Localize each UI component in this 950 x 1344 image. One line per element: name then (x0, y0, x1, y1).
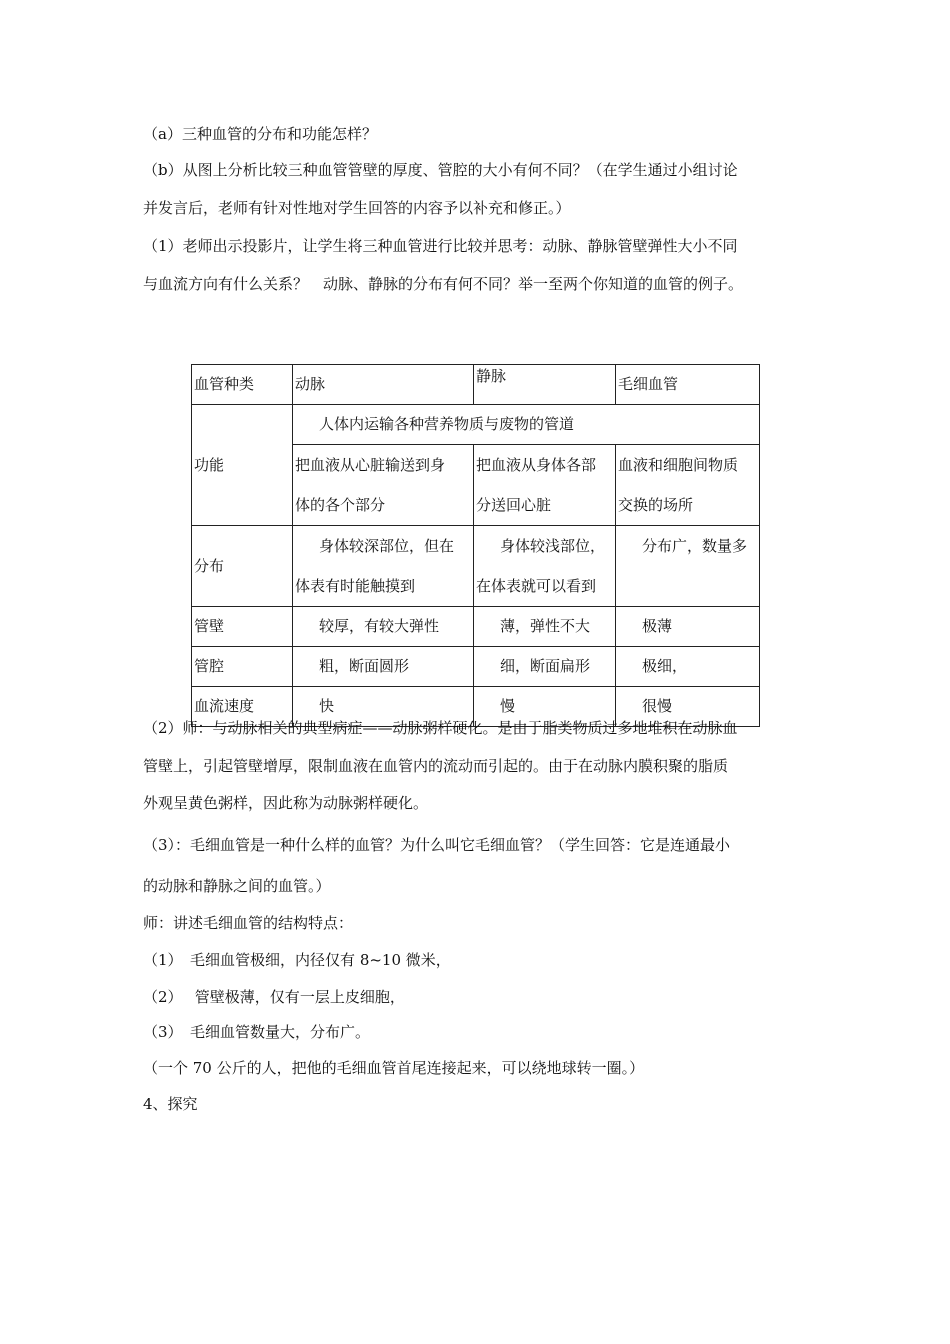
line-b2: 并发言后，老师有针对性地对学生回答的内容予以补充和修正。） (143, 199, 571, 217)
table-row-lumen (192, 647, 760, 687)
lumen-label: 管腔 (192, 647, 293, 687)
function-common: 人体内运输各种营养物质与废物的管道 (293, 405, 760, 445)
lumen-artery: 粗，断面圆形 (293, 647, 474, 687)
function-artery: 把血液从心脏输送到身 体的各个部分 (293, 445, 474, 526)
wall-vein: 薄，弹性不大 (474, 607, 616, 647)
lumen-vein: 细，断面扁形 (474, 647, 616, 687)
blood-vessel-table (191, 364, 760, 727)
line-item2: （2） 管壁极薄，仅有一层上皮细胞， (143, 988, 405, 1006)
line-p1-2: 与血流方向有什么关系？ 动脉、静脉的分布有何不同？举一至两个你知道的血管的例子。 (143, 275, 744, 293)
header-type: 血管种类 (192, 365, 293, 405)
distribution-artery: 身体较深部位，但在 体表有时能触摸到 (293, 526, 474, 607)
table-row-distribution (192, 526, 760, 607)
wall-capillary: 极薄 (616, 607, 760, 647)
wall-artery: 较厚，有较大弹性 (293, 607, 474, 647)
function-capillary: 血液和细胞间物质 交换的场所 (616, 445, 760, 526)
function-label: 功能 (192, 405, 293, 526)
line-p2-1: （2）师：与动脉相关的典型病症——动脉粥样硬化。是由于脂类物质过多地堆积在动脉血 (143, 719, 738, 737)
table-header-row (192, 365, 760, 405)
header-artery: 动脉 (293, 365, 474, 405)
line-a: （a）三种血管的分布和功能怎样？ (143, 125, 377, 143)
line-p3-1: （3）：毛细血管是一种什么样的血管？为什么叫它毛细血管？（学生回答：它是连通最小 (143, 836, 731, 854)
line-p3-2: 的动脉和静脉之间的血管。） (143, 877, 331, 895)
wall-label: 管壁 (192, 607, 293, 647)
speed-artery: 快 (293, 687, 474, 727)
header-capillary: 毛细血管 (616, 365, 760, 405)
line-item1: （1） 毛细血管极细，内径仅有 8~10 微米， (143, 951, 451, 969)
line-p1-1: （1）老师出示投影片，让学生将三种血管进行比较并思考：动脉、静脉管壁弹性大小不同 (143, 237, 738, 255)
line-teacher: 师：讲述毛细血管的结构特点： (143, 914, 354, 932)
distribution-vein: 身体较浅部位， 在体表就可以看到 (474, 526, 616, 607)
speed-capillary: 很慢 (616, 687, 760, 727)
section-4-heading: 4、探究 (143, 1095, 198, 1113)
distribution-capillary: 分布广，数量多 (616, 526, 760, 607)
line-item3: （3） 毛细血管数量大，分布广。 (143, 1023, 371, 1041)
line-note: （一个 70 公斤的人，把他的毛细血管首尾连接起来，可以绕地球转一圈。） (143, 1059, 645, 1077)
header-vein: 静脉 (474, 365, 616, 405)
distribution-label: 分布 (192, 526, 293, 607)
lumen-capillary: 极细， (616, 647, 760, 687)
speed-vein: 慢 (474, 687, 616, 727)
line-p2-3: 外观呈黄色粥样，因此称为动脉粥样硬化。 (143, 794, 429, 812)
table-row-wall (192, 607, 760, 647)
line-b1: （b）从图上分析比较三种血管管壁的厚度、管腔的大小有何不同？（在学生通过小组讨论 (143, 161, 738, 179)
line-p2-2: 管壁上，引起管壁增厚，限制血液在血管内的流动而引起的。由于在动脉内膜积聚的脂质 (143, 757, 729, 775)
function-vein: 把血液从身体各部 分送回心脏 (474, 445, 616, 526)
table-row-function-common (192, 405, 760, 445)
speed-label: 血流速度 (192, 687, 293, 727)
